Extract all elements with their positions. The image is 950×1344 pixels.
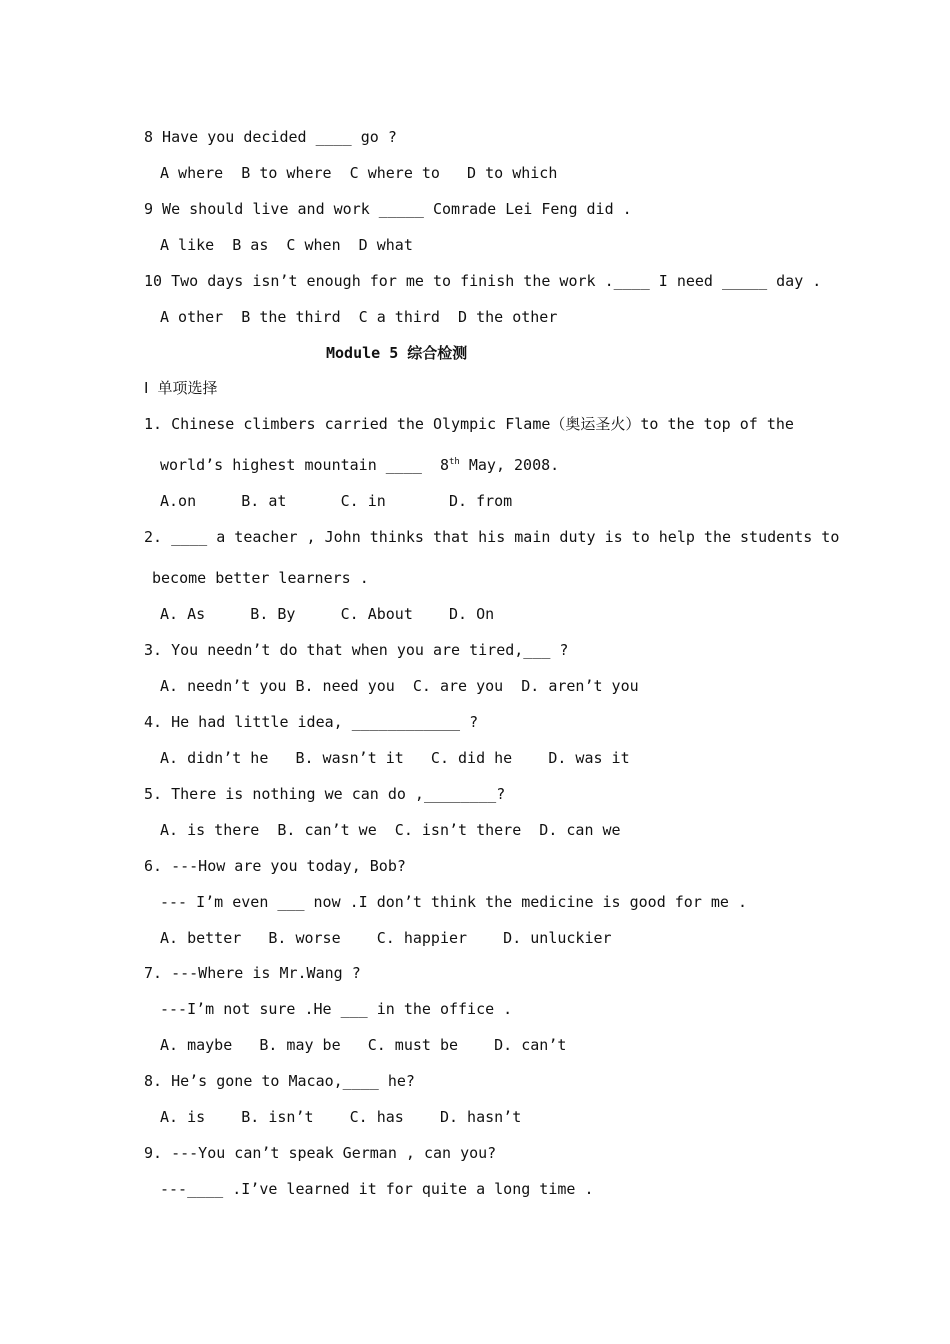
question-options: A. needn’t you B. need you C. are you D. aren’t you <box>160 677 639 695</box>
question-options: A. is B. isn’t C. has D. hasn’t <box>160 1108 522 1126</box>
question-text: 7. ---Where is Mr.Wang ? <box>144 964 361 982</box>
question-dialogue: ---____ .I’ve learned it for quite a long time . <box>160 1180 594 1198</box>
question-dialogue: --- I’m even ___ now .I don’t think the medicine is good for me . <box>160 893 747 911</box>
question-options: A other B the third C a third D the other <box>160 308 558 326</box>
question-options: A. As B. By C. About D. On <box>160 605 495 623</box>
question-options: A. maybe B. may be C. must be D. can’t <box>160 1036 567 1054</box>
question-options: A. is there B. can’t we C. isn’t there D. can we <box>160 821 621 839</box>
question-text: 6. ---How are you today, Bob? <box>144 857 406 875</box>
question-text: 10 Two days isn’t enough for me to finish the work .____ I need _____ day . <box>144 272 822 290</box>
question-text: 3. You needn’t do that when you are tired,___ ? <box>144 641 569 659</box>
question-text: 4. He had little idea, ____________ ? <box>144 713 479 731</box>
question-text: 8 Have you decided ____ go ? <box>144 128 397 146</box>
question-options: A like B as C when D what <box>160 236 413 254</box>
question-dialogue: ---I’m not sure .He ___ in the office . <box>160 1000 513 1018</box>
question-text-continued <box>160 455 559 475</box>
section-title: Ⅰ 单项选择 <box>144 379 218 397</box>
question-options: A.on B. at C. in D. from <box>160 492 513 510</box>
question-text-part: May, 2008. <box>459 456 560 474</box>
question-options: A. didn’t he B. wasn’t it C. did he D. was it <box>160 749 630 767</box>
question-text: 5. There is nothing we can do ,________? <box>144 785 506 803</box>
module-title: Module 5 综合检测 <box>326 344 468 362</box>
question-text: 2. ____ a teacher , John thinks that his main duty is to help the students to <box>144 528 840 546</box>
ordinal-suffix: th <box>448 457 460 467</box>
question-text: 8. He’s gone to Macao,____ he? <box>144 1072 415 1090</box>
question-options: A. better B. worse C. happier D. unluckier <box>160 929 612 947</box>
question-text: 1. Chinese climbers carried the Olympic Flame（奥运圣火）to the top of the <box>144 415 794 433</box>
question-text-part: world’s highest mountain ____ 8 <box>160 456 449 474</box>
question-options: A where B to where C where to D to which <box>160 164 558 182</box>
question-text: 9. ---You can’t speak German , can you? <box>144 1144 497 1162</box>
question-text: 9 We should live and work _____ Comrade Lei Feng did . <box>144 200 632 218</box>
question-text-continued: become better learners . <box>152 569 369 587</box>
